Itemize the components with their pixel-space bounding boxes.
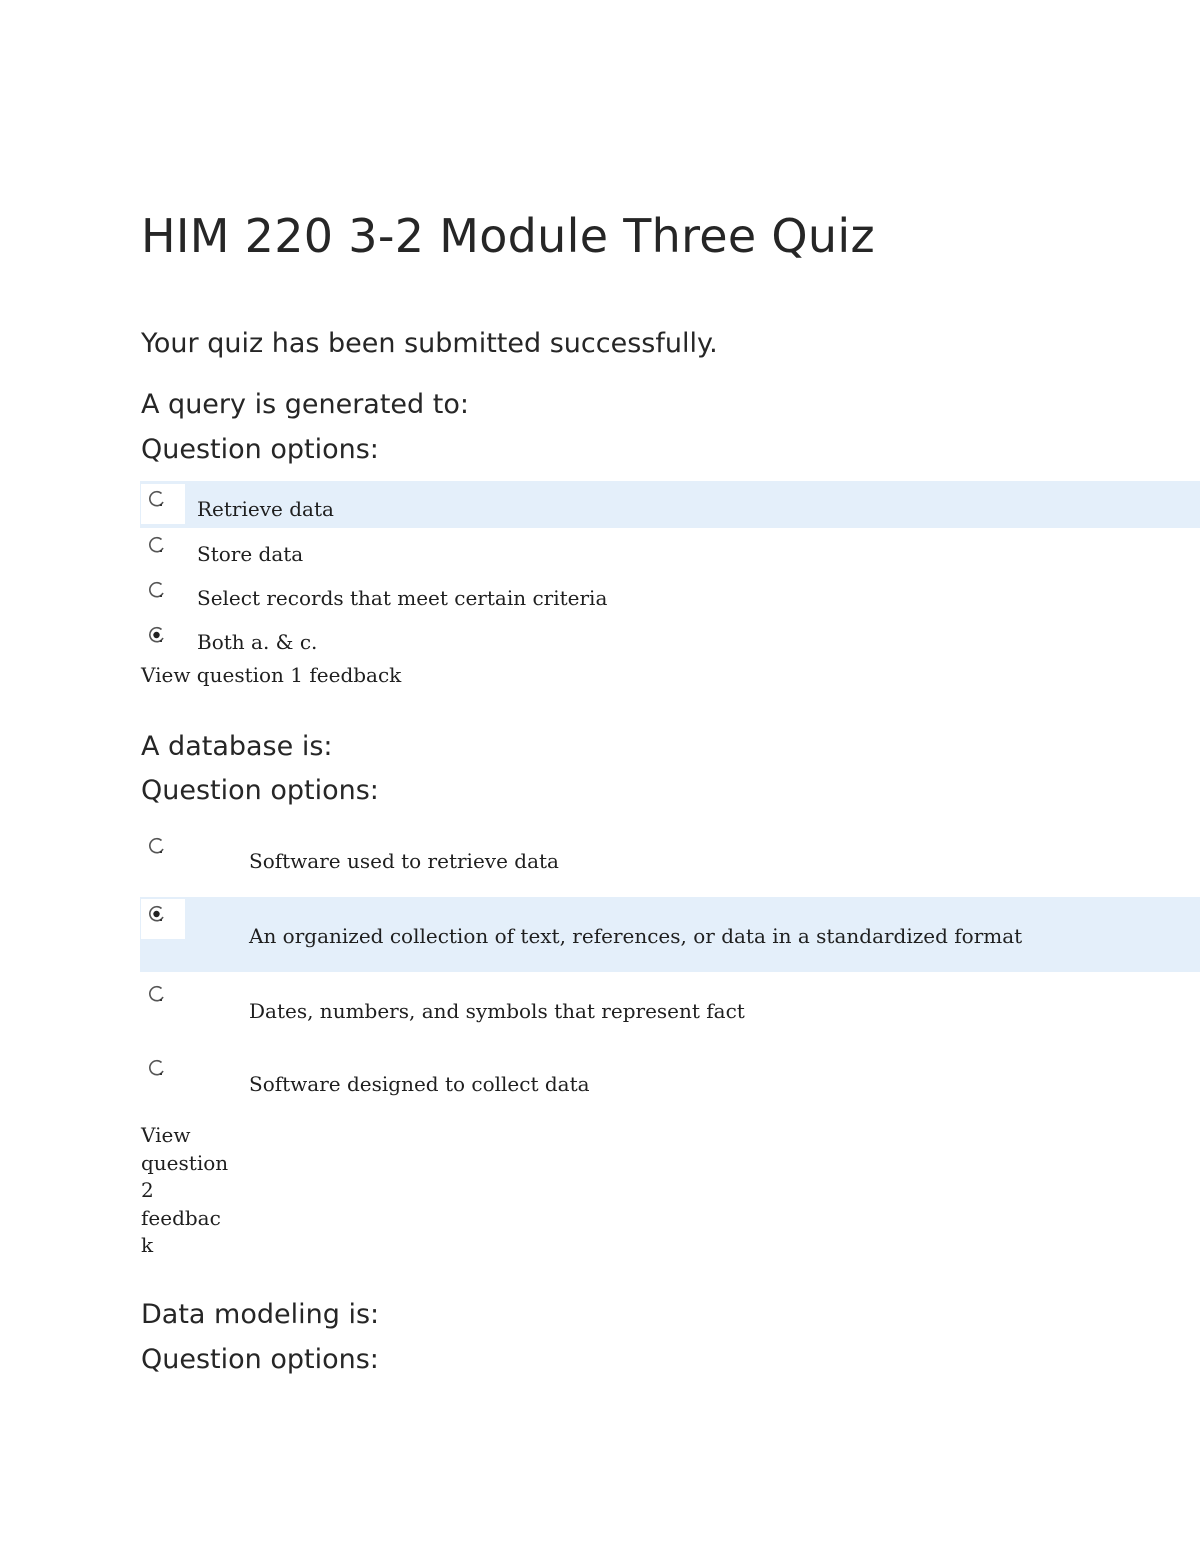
question-1-option-b-radio[interactable]: [141, 530, 185, 570]
question-2-option-d-label[interactable]: Software designed to collect data: [249, 1072, 590, 1096]
radio-selected-icon: [148, 626, 166, 644]
question-2-option-a-label[interactable]: Software used to retrieve data: [249, 849, 559, 873]
question-2-option-a-radio[interactable]: [141, 831, 185, 871]
feedback-line: k: [141, 1233, 154, 1257]
question-1-option-c-label[interactable]: Select records that meet certain criteria: [197, 586, 608, 610]
radio-unselected-icon: [148, 1059, 166, 1077]
radio-unselected-icon: [148, 985, 166, 1003]
question-3-prompt: Data modeling is:: [141, 1299, 380, 1330]
feedback-line: 2: [141, 1178, 154, 1202]
radio-unselected-icon: [148, 536, 166, 554]
feedback-line: feedbac: [141, 1205, 221, 1230]
question-1-options-label: Question options:: [141, 434, 379, 465]
radio-unselected-icon: [148, 581, 166, 599]
question-2-prompt: A database is:: [141, 731, 333, 762]
question-1-option-c-radio[interactable]: [141, 575, 185, 615]
question-2-option-c-label[interactable]: Dates, numbers, and symbols that represent fact: [249, 999, 745, 1023]
question-1-feedback-link[interactable]: View question 1 feedback: [141, 663, 402, 687]
question-1-prompt: A query is generated to:: [141, 389, 469, 420]
feedback-line: question: [141, 1150, 229, 1175]
page-title: HIM 220 3-2 Module Three Quiz: [141, 209, 875, 263]
question-1-option-a-label[interactable]: Retrieve data: [197, 497, 334, 521]
question-2-options-label: Question options:: [141, 775, 379, 806]
question-2-option-b-label[interactable]: An organized collection of text, references, or data in a standardized format: [249, 924, 1023, 948]
question-2-option-d-radio[interactable]: [141, 1053, 185, 1093]
radio-selected-icon: [148, 905, 166, 923]
radio-unselected-icon: [148, 490, 166, 508]
question-1-option-d-label[interactable]: Both a. & c.: [197, 630, 318, 654]
question-2-option-c-radio[interactable]: [141, 979, 185, 1019]
question-2-option-b-radio[interactable]: [141, 899, 185, 939]
radio-unselected-icon: [148, 837, 166, 855]
question-2-feedback-link[interactable]: [141, 1122, 228, 1260]
question-1-option-b-label[interactable]: Store data: [197, 542, 304, 566]
question-1-option-d-radio[interactable]: [141, 620, 185, 660]
feedback-line: View: [141, 1123, 191, 1147]
submission-message: Your quiz has been submitted successfully.: [141, 328, 718, 359]
question-1-option-a-radio[interactable]: [141, 484, 185, 524]
question-3-options-label: Question options:: [141, 1344, 379, 1375]
